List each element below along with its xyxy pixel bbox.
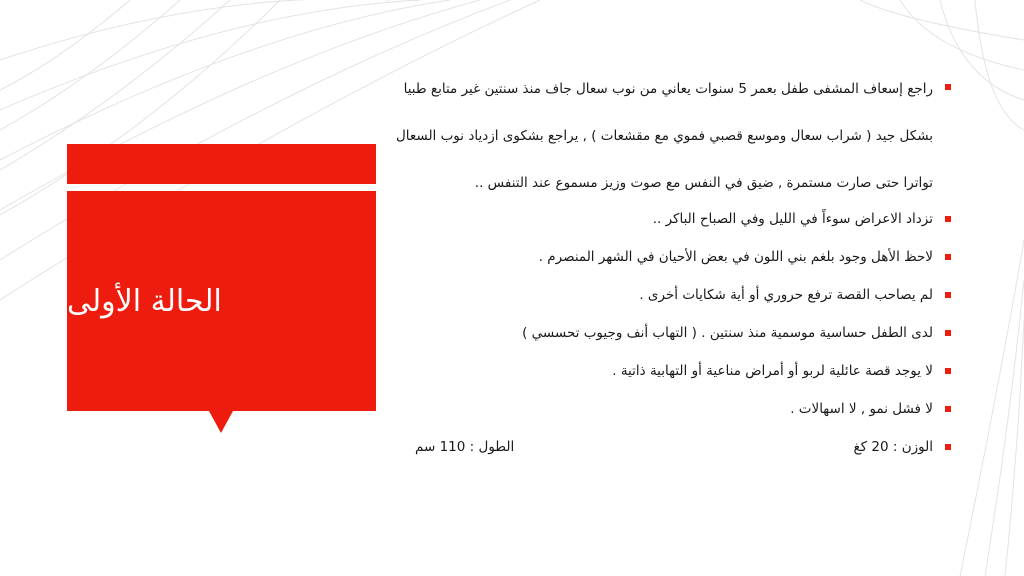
title-pointer-arrow [209,411,233,433]
bullet-marker-icon [945,216,951,222]
bullet-item [395,397,951,421]
bullet-marker-icon [945,406,951,412]
bullet-marker-icon [945,292,951,298]
bullet-text: راجع إسعاف المشفى طفل بعمر 5 سنوات يعاني من نوب سعال جاف منذ سنتين غير متابع طبيا بشكل جيد ( شراب سعال وموسع قصبي فموي مع مقشعات ) , يراجع بشكوى ازدياد نوب السعال تواترا حتى صارت مستمرة , ضيق في النفس مع صوت وزيز مسموع عند التنفس .. [395,81,933,191]
bullet-item [395,321,951,345]
bullet-text: لدى الطفل حساسية موسمية منذ سنتين . ( التهاب أنف وجيوب تحسسي ) [522,325,933,341]
bullet-text: لا يوجد قصة عائلية لربو أو أمراض مناعية أو التهابية ذاتية . [612,363,933,379]
bullet-text: تزداد الاعراض سوءاً في الليل وفي الصباح الباكر .. [652,211,933,227]
bullet-text: لا فشل نمو , لا اسهالات . [790,401,933,417]
bullet-marker-icon [945,444,951,450]
bullet-item-measurements [395,435,951,459]
bullet-marker-icon [945,84,951,90]
bullet-item [395,66,951,207]
bullet-text: لاحظ الأهل وجود بلغم بني اللون في بعض الأحيان في الشهر المنصرم . [538,249,933,265]
bullet-item [395,283,951,307]
weight-text: الوزن : 20 كغ [853,439,933,455]
height-text: الطول : 110 سم [415,439,515,455]
bullet-marker-icon [945,330,951,336]
bullet-text: لم يصاحب القصة ترفع حروري أو أية شكايات أخرى . [639,287,933,303]
bullet-item [395,207,951,231]
title-accent-strip [67,144,376,184]
bullet-list [395,70,951,459]
bullet-marker-icon [945,368,951,374]
bullet-item [395,359,951,383]
bullet-item [395,245,951,269]
bullet-marker-icon [945,254,951,260]
slide-title: الحالة الأولى [67,283,222,319]
